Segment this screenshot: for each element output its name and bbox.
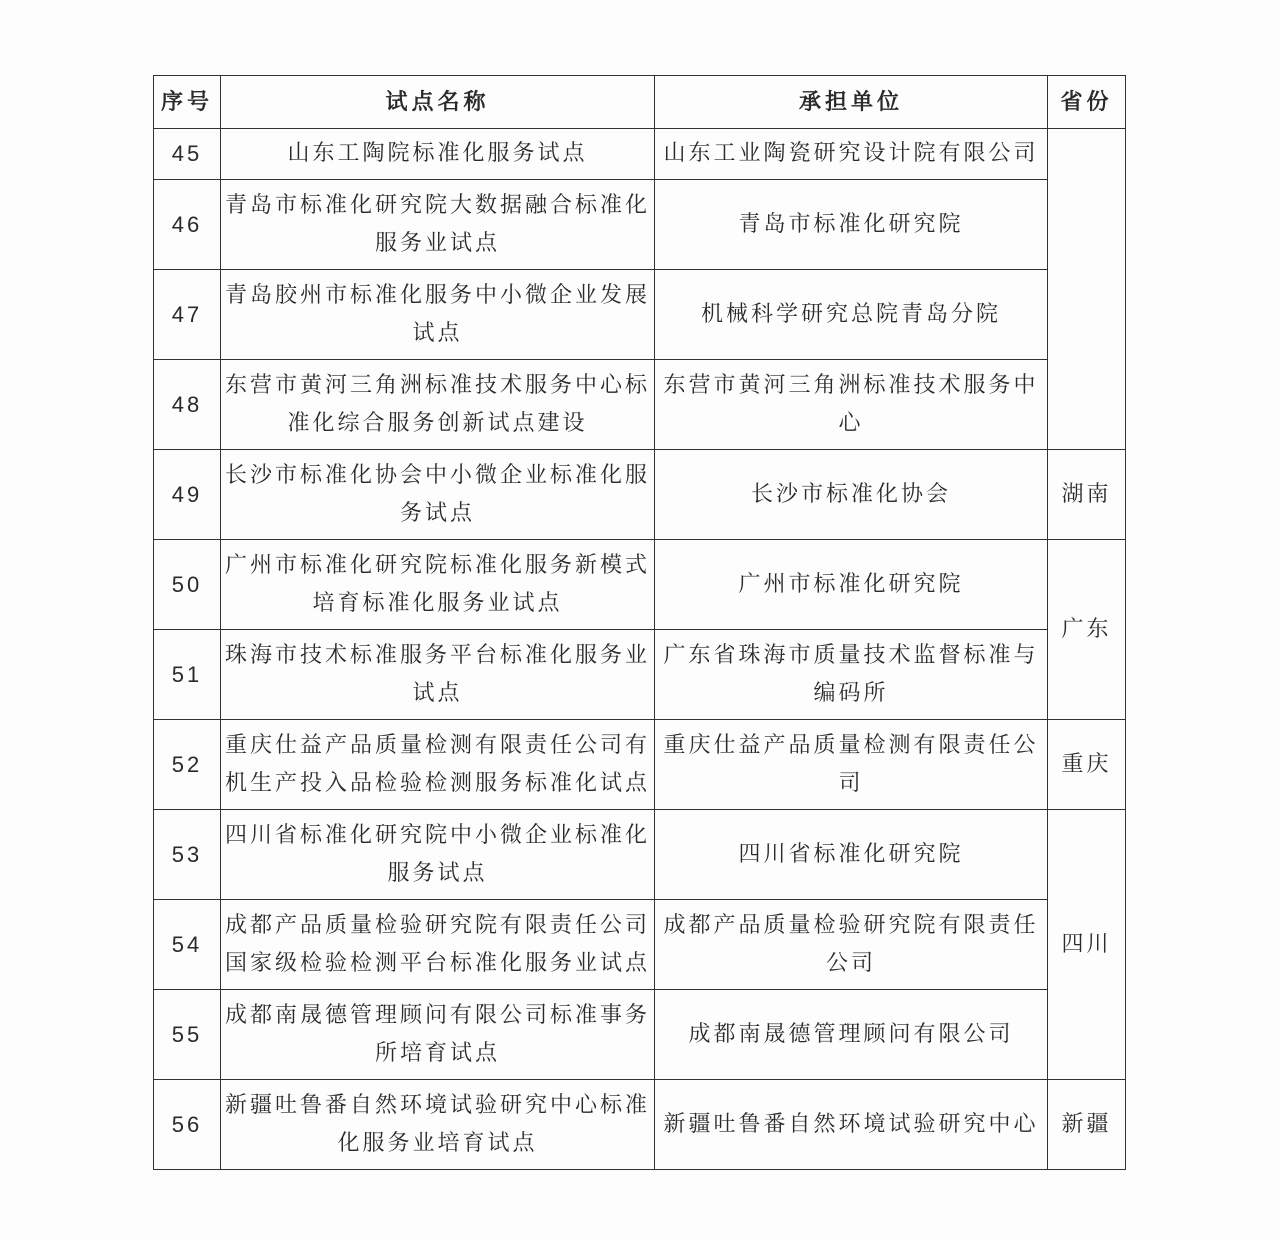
table-row [154,1080,1126,1170]
table-row [154,720,1126,810]
table-row [154,360,1126,450]
province-xinjiang: 新疆 [1048,1080,1126,1170]
row-name: 珠海市技术标准服务平台标准化服务业试点 [221,630,655,720]
header-no: 序号 [154,76,221,129]
table-header-row [154,76,1126,129]
row-unit: 长沙市标准化协会 [655,450,1048,540]
row-name: 成都南晟德管理顾问有限公司标准事务所培育试点 [221,990,655,1080]
row-name: 四川省标准化研究院中小微企业标准化服务试点 [221,810,655,900]
row-unit: 四川省标准化研究院 [655,810,1048,900]
row-unit: 成都产品质量检验研究院有限责任公司 [655,900,1048,990]
row-unit: 成都南晟德管理顾问有限公司 [655,990,1048,1080]
table-row [154,540,1126,630]
row-unit: 新疆吐鲁番自然环境试验研究中心 [655,1080,1048,1170]
table-row [154,810,1126,900]
row-unit: 广州市标准化研究院 [655,540,1048,630]
table-row [154,630,1126,720]
row-no: 48 [154,360,221,450]
header-unit: 承担单位 [655,76,1048,129]
row-no: 55 [154,990,221,1080]
row-no: 54 [154,900,221,990]
row-unit: 广东省珠海市质量技术监督标准与编码所 [655,630,1048,720]
row-unit: 东营市黄河三角洲标准技术服务中心 [655,360,1048,450]
province-chongqing: 重庆 [1048,720,1126,810]
row-no: 52 [154,720,221,810]
table-row [154,900,1126,990]
row-no: 46 [154,180,221,270]
row-unit: 机械科学研究总院青岛分院 [655,270,1048,360]
province-shandong [1048,129,1126,450]
table-row [154,270,1126,360]
row-no: 47 [154,270,221,360]
row-name: 东营市黄河三角洲标准技术服务中心标准化综合服务创新试点建设 [221,360,655,450]
row-no: 50 [154,540,221,630]
row-unit: 青岛市标准化研究院 [655,180,1048,270]
row-no: 51 [154,630,221,720]
row-name: 新疆吐鲁番自然环境试验研究中心标准化服务业培育试点 [221,1080,655,1170]
province-hunan: 湖南 [1048,450,1126,540]
row-no: 45 [154,129,221,180]
row-name: 青岛市标准化研究院大数据融合标准化服务业试点 [221,180,655,270]
pilot-list-table [153,75,1126,1170]
table-row [154,990,1126,1080]
table-row [154,129,1126,180]
row-name: 长沙市标准化协会中小微企业标准化服务试点 [221,450,655,540]
header-province: 省份 [1048,76,1126,129]
row-unit: 山东工业陶瓷研究设计院有限公司 [655,129,1048,180]
header-name: 试点名称 [221,76,655,129]
row-name: 青岛胶州市标准化服务中小微企业发展试点 [221,270,655,360]
province-sichuan: 四川 [1048,810,1126,1080]
table-row [154,450,1126,540]
row-name: 广州市标准化研究院标准化服务新模式培育标准化服务业试点 [221,540,655,630]
row-no: 49 [154,450,221,540]
province-guangdong: 广东 [1048,540,1126,720]
row-no: 53 [154,810,221,900]
table-row [154,180,1126,270]
row-name: 重庆仕益产品质量检测有限责任公司有机生产投入品检验检测服务标准化试点 [221,720,655,810]
row-unit: 重庆仕益产品质量检测有限责任公司 [655,720,1048,810]
row-no: 56 [154,1080,221,1170]
row-name: 山东工陶院标准化服务试点 [221,129,655,180]
row-name: 成都产品质量检验研究院有限责任公司国家级检验检测平台标准化服务业试点 [221,900,655,990]
